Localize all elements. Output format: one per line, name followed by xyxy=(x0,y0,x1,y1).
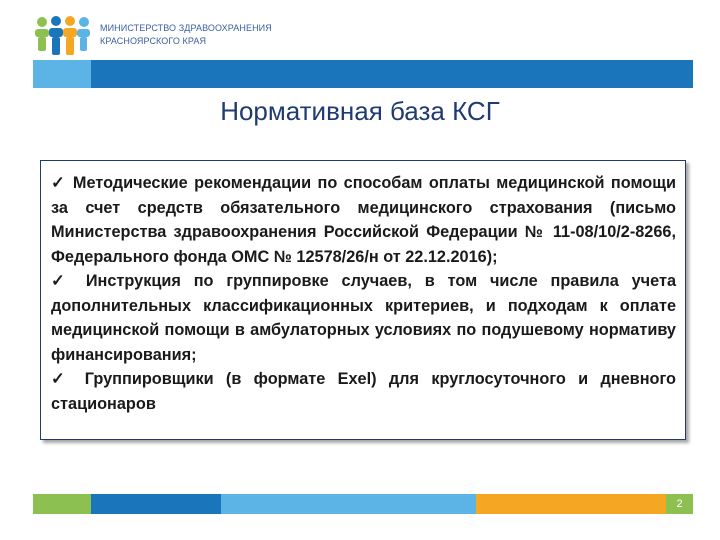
footer-bar-orange-segment xyxy=(476,494,666,514)
header-bar-light-blue-segment xyxy=(33,60,91,88)
content-box xyxy=(40,160,686,440)
checkmark-icon: ✓ xyxy=(51,174,67,192)
list-item-text: Инструкция по группировке случаев, в том числе правила учета дополнительных классификационных критериев, и подходам к оплате медицинской помощи в амбулаторных условиях по подушевому нормативу финансирования; xyxy=(51,272,676,364)
footer-bar-green-segment xyxy=(33,494,91,514)
list-item xyxy=(51,269,676,367)
footer-bar-blue-segment xyxy=(91,494,221,514)
checkmark-icon: ✓ xyxy=(51,370,73,388)
ministry-line-2: КРАСНОЯРСКОГО КРАЯ xyxy=(100,36,207,46)
ministry-name xyxy=(100,22,272,48)
footer-color-bar xyxy=(33,494,693,514)
list-item xyxy=(51,367,676,416)
list-item-text: Группировщики (в формате Exel) для круглосуточного и дневного стационаров xyxy=(51,370,676,413)
checkmark-icon: ✓ xyxy=(51,272,73,290)
ministry-line-1: МИНИСТЕРСТВО ЗДРАВООХРАНЕНИЯ xyxy=(100,23,272,33)
page-number: 2 xyxy=(666,494,693,514)
slide-title: Нормативная база КСГ xyxy=(220,96,500,126)
people-group-icon xyxy=(34,16,90,58)
list-item xyxy=(51,171,676,269)
list-item-text: Методические рекомендации по способам оплаты медицинской помощи за счет средств обязательного медицинского страхования (письмо Министерства здравоохранения Российской Федерации № 11-08/10/2-8266, Федерального фонда ОМС № 12578/26/н от 22.12.2016); xyxy=(51,174,676,266)
footer-bar-light-blue-segment xyxy=(221,494,476,514)
header-bar-blue-segment xyxy=(91,60,693,88)
header-color-bar xyxy=(33,60,693,88)
